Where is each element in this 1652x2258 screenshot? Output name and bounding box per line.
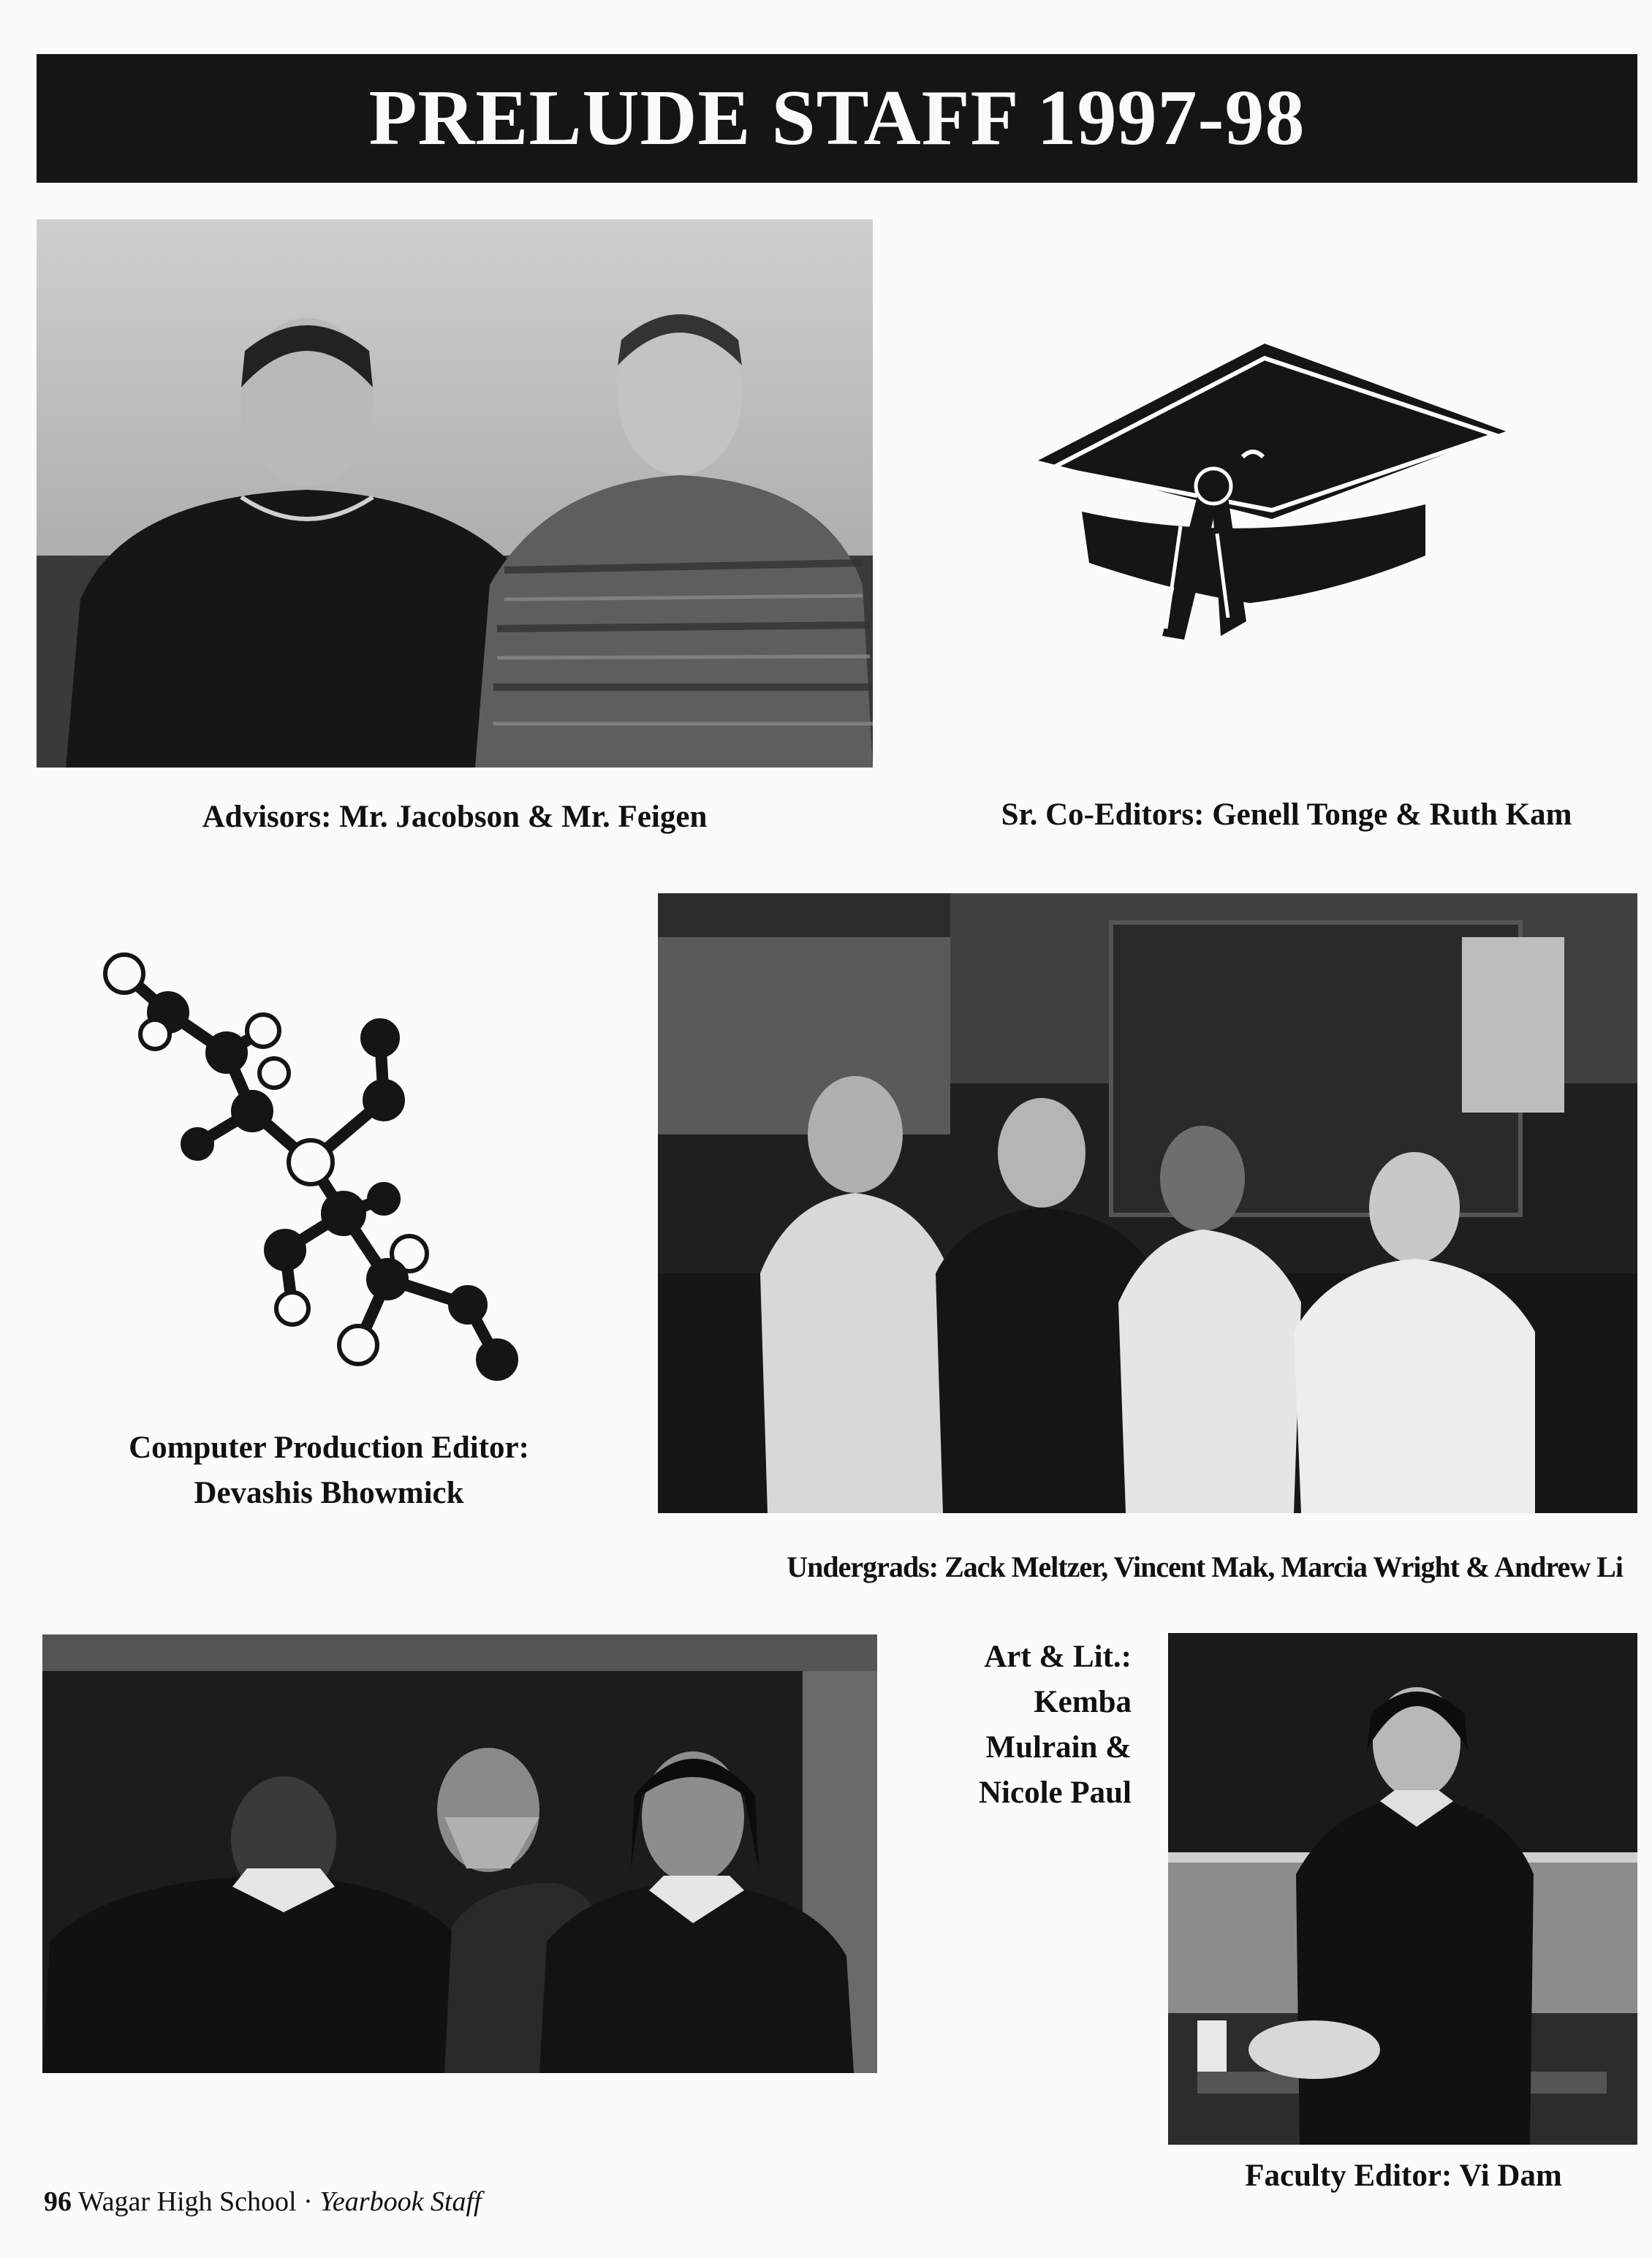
computer-editor-caption [44,1425,614,1516]
art-lit-line: Mulrain & [985,1730,1132,1765]
faculty-editor-caption: Faculty Editor: Vi Dam [1245,2159,1562,2193]
footer-separator: · [303,2186,313,2217]
art-lit-line: Kemba [1034,1685,1132,1719]
graduation-cap-icon [1031,344,1513,651]
computer-editor-name: Devashis Bhowmick [194,1476,464,1510]
computer-editor-role: Computer Production Editor: [129,1431,529,1465]
undergrads-photo [658,893,1637,1513]
molecule-icon [95,943,534,1389]
art-lit-line: Art & Lit.: [984,1640,1132,1674]
page-banner [37,54,1637,183]
faculty-editor-photo [1168,1633,1637,2145]
page-footer [44,2186,482,2218]
section-name: Yearbook Staff [319,2186,482,2217]
undergrads-caption: Undergrads: Zack Meltzer, Vincent Mak, Marcia Wright & Andrew Li [787,1550,1623,1583]
art-lit-caption [899,1634,1132,1816]
page-number: 96 [44,2186,72,2217]
art-lit-line: Nicole Paul [979,1776,1132,1810]
advisors-photo [37,219,873,768]
co-editors-caption: Sr. Co-Editors: Genell Tonge & Ruth Kam [1001,798,1572,832]
page-title: PRELUDE STAFF 1997-98 [368,75,1306,162]
advisors-caption: Advisors: Mr. Jacobson & Mr. Feigen [202,800,708,834]
art-lit-photo [42,1634,877,2073]
school-name: Wagar High School [77,2186,297,2217]
